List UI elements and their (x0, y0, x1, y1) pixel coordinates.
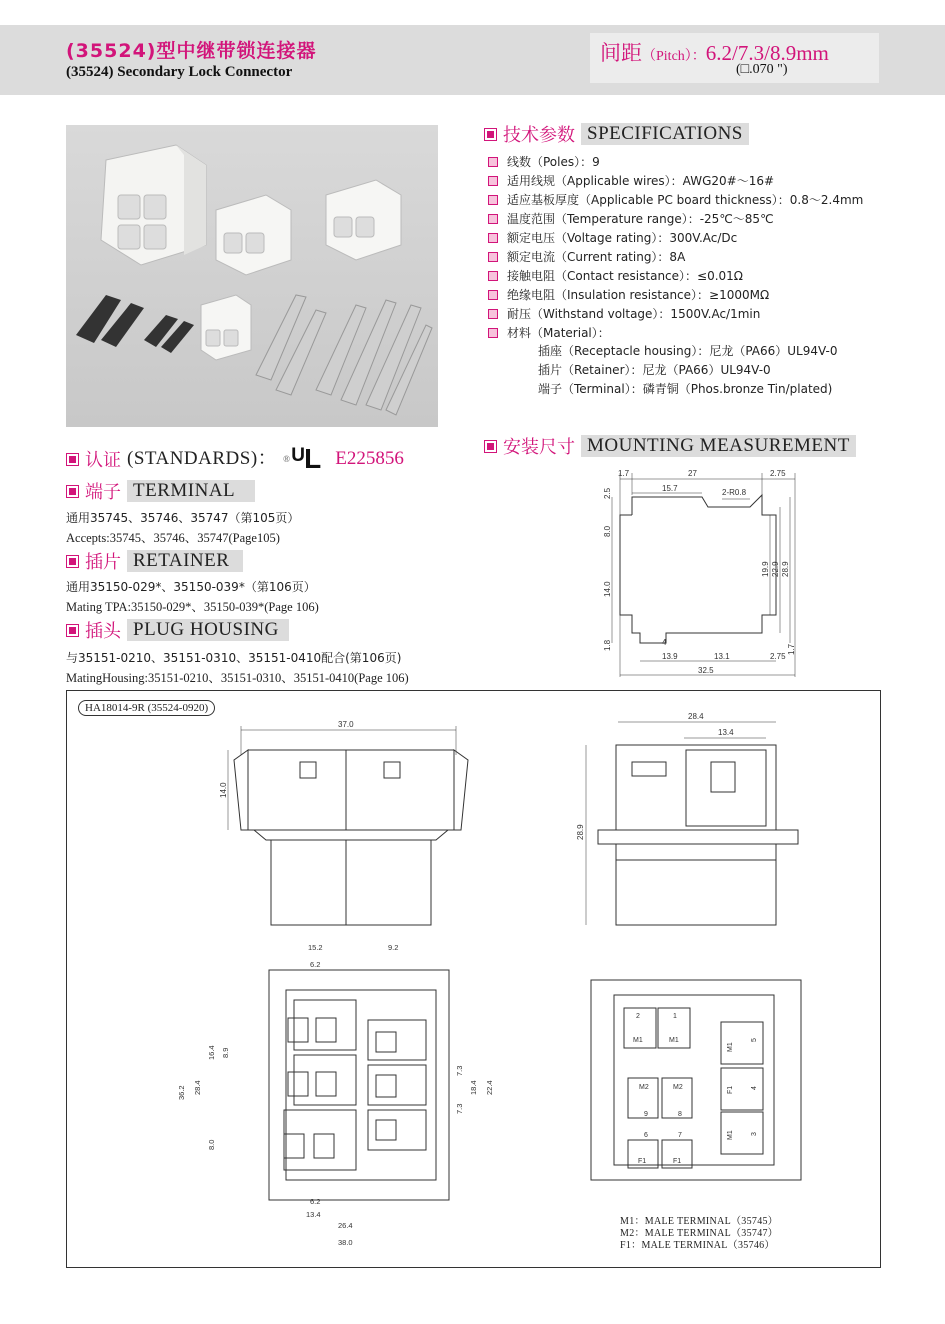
pitch-label-cn: 间距 (600, 41, 642, 65)
dim-15-7: 15.7 (662, 484, 678, 493)
pin-number-4: 4 (751, 1086, 758, 1090)
terminal-text (66, 508, 299, 548)
pin-number-1: 1 (673, 1013, 677, 1020)
technical-drawings (66, 690, 879, 1266)
bullet-icon (488, 271, 498, 281)
dim-1-8: 1.8 (603, 639, 612, 651)
terminal-header (66, 479, 255, 503)
pin-label-m2-a: M2 (639, 1084, 649, 1091)
dim-19-9: 19.9 (761, 561, 770, 577)
dim-22-9: 22.9 (771, 561, 780, 577)
spec-item: 温度范围（Temperature range）：-25℃～85℃ (488, 209, 928, 228)
plug-housing-title-cn: 插头 (85, 621, 121, 642)
pitch-value: 6.2/7.3/8.9mm (705, 41, 829, 65)
connector-illustration (66, 125, 438, 427)
spec-item: 适用线规（Applicable wires）：AWG20#～16# (488, 171, 928, 190)
pin-label-f1-right: F1 (727, 1085, 734, 1094)
bullet-icon (488, 252, 498, 262)
pin-number-7: 7 (678, 1132, 682, 1139)
bottom-dim-8-0: 8.0 (207, 1139, 216, 1150)
plug-housing-header (66, 618, 289, 642)
material-item: 插座（Receptacle housing）：尼龙（PA66）UL94V-0 (538, 344, 838, 358)
retainer-image (76, 295, 194, 353)
bottom-dim-26-4: 26.4 (338, 1221, 353, 1230)
specifications-title-en: SPECIFICATIONS (581, 123, 749, 145)
dim-2-5: 2.5 (603, 487, 612, 499)
retainer-line-cn: 通用35150-029*、35150-039*（第106页） (66, 580, 316, 594)
legend-item: M2：MALE TERMINAL（35747） (620, 1228, 779, 1239)
pin-number-8: 8 (678, 1111, 682, 1118)
dim-4: 4 (662, 638, 667, 647)
plug-housing-line-en: MatingHousing:35151-0210、35151-0310、35151-0410(Page 106) (66, 671, 409, 685)
standards-title-en: (STANDARDS)： (127, 448, 278, 469)
spec-item: 耐压（Withstand voltage）：1500V.Ac/1min (488, 304, 928, 323)
pin-label-f1-a: F1 (638, 1158, 647, 1165)
side-dim-28-9: 28.9 (576, 824, 585, 840)
bullet-square-icon (66, 485, 79, 498)
dim-8-0: 8.0 (603, 525, 612, 537)
spec-item: 绝缘电阻（Insulation resistance）：≥1000MΩ (488, 285, 928, 304)
spec-item: 额定电压（Voltage rating）：300V.Ac/Dc (488, 228, 928, 247)
dim-2-75-bottom: 2.75 (770, 652, 786, 661)
specifications-title-cn: 技术参数 (503, 125, 575, 146)
pitch-sub: (□.070 ") (736, 62, 788, 77)
legend-item: F1：MALE TERMINAL（35746） (620, 1240, 775, 1251)
front-view (228, 726, 468, 925)
pin-number-9: 9 (644, 1111, 648, 1118)
bottom-dim-15-2: 15.2 (308, 943, 323, 952)
bottom-dim-8-9: 8.9 (221, 1047, 230, 1058)
retainer-title-cn: 插片 (85, 552, 121, 573)
mounting-title-en: MOUNTING MEASUREMENT (581, 435, 856, 457)
bottom-view-left (269, 970, 449, 1200)
plug-housing-line-cn: 与35151-0210、35151-0310、35151-0410配合(第106页) (66, 651, 402, 665)
spec-item: 材料（Material）： (488, 323, 928, 342)
dim-27: 27 (688, 469, 697, 478)
pin-label-m1-a: M1 (633, 1037, 643, 1044)
ul-logo: ᵁL (292, 443, 322, 474)
pcb-cutout-outline (620, 495, 776, 643)
bottom-dim-13-4: 13.4 (306, 1210, 321, 1219)
retainer-text (66, 577, 319, 617)
material-item: 端子（Terminal）：磷青铜（Phos.bronze Tin/plated) (538, 382, 833, 396)
pin-label-f1-b: F1 (673, 1158, 682, 1165)
dim-13-9: 13.9 (662, 652, 678, 661)
pin-assignment-view (591, 980, 801, 1180)
retainer-header (66, 549, 243, 573)
side-view (586, 722, 798, 925)
pitch-label-en: （Pitch）： (642, 49, 706, 64)
pitch-line (600, 37, 829, 67)
legend-item: M1：MALE TERMINAL（35745） (620, 1216, 779, 1227)
model-tag: HA18014-9R (35524-0920) (78, 700, 215, 716)
receptacle-housing-image (101, 145, 206, 265)
mounting-drawing (590, 465, 820, 687)
dim-14-0: 14.0 (603, 581, 612, 597)
material-list (488, 342, 928, 399)
ul-file-number: E225856 (335, 448, 404, 469)
bottom-dim-7-3-b: 7.3 (455, 1103, 464, 1114)
bullet-icon (488, 157, 498, 167)
terminal-image (256, 295, 432, 415)
spec-list (488, 152, 928, 399)
bullet-square-icon (484, 440, 497, 453)
spec-item: 适应基板厚度（Applicable PC board thickness）：0.8～2.4mm (488, 190, 928, 209)
pin-number-2: 2 (636, 1013, 640, 1020)
bullet-square-icon (66, 555, 79, 568)
dim-13-1: 13.1 (714, 652, 730, 661)
pin-number-5: 5 (751, 1038, 758, 1042)
bottom-dim-9-2: 9.2 (388, 943, 399, 952)
bottom-dim-36-2: 36.2 (177, 1085, 186, 1100)
dim-1-7-top: 1.7 (618, 469, 630, 478)
dim-2-75-top: 2.75 (770, 469, 786, 478)
dim-1-7-bottom: 1.7 (787, 643, 796, 655)
bullet-icon (488, 328, 498, 338)
side-dim-13-4: 13.4 (718, 728, 734, 737)
bottom-dim-18-4: 18.4 (469, 1080, 478, 1095)
product-photo (66, 125, 438, 427)
specifications-header (484, 122, 749, 146)
dim-28-9: 28.9 (781, 561, 790, 577)
pin-label-m2-b: M2 (673, 1084, 683, 1091)
terminal-title-cn: 端子 (85, 482, 121, 503)
pin-number-3: 3 (751, 1132, 758, 1136)
bullet-square-icon (66, 624, 79, 637)
bottom-dim-38-0: 38.0 (338, 1238, 353, 1247)
page-title-cn: (35524)型中继带锁连接器 (66, 40, 317, 62)
bottom-dim-16-4: 16.4 (207, 1045, 216, 1060)
bullet-icon (488, 214, 498, 224)
terminal-title-en: TERMINAL (127, 480, 255, 502)
plug-housing-text (66, 648, 409, 688)
bullet-square-icon (484, 128, 497, 141)
bullet-icon (488, 309, 498, 319)
pin-label-m1-right-top: M1 (727, 1042, 734, 1052)
bullet-square-icon (66, 453, 79, 466)
page-title-en: (35524) Secondary Lock Connector (66, 64, 293, 80)
retainer-title-en: RETAINER (127, 550, 243, 572)
bottom-dim-6-2-top: 6.2 (310, 960, 321, 969)
pin-label-m1-b: M1 (669, 1037, 679, 1044)
bottom-dim-28-4: 28.4 (193, 1080, 202, 1095)
bullet-icon (488, 290, 498, 300)
pin-label-m1-right-bottom: M1 (727, 1130, 734, 1140)
spec-item: 额定电流（Current rating）：8A (488, 247, 928, 266)
bottom-dim-6-2-bottom: 6.2 (310, 1197, 321, 1206)
spec-item: 线数（Poles）：9 (488, 152, 928, 171)
mounting-header (484, 434, 856, 458)
bullet-icon (488, 233, 498, 243)
bottom-dim-22-4: 22.4 (485, 1080, 494, 1095)
front-dim-14: 14.0 (219, 782, 228, 798)
bullet-icon (488, 176, 498, 186)
material-item: 插片（Retainer）：尼龙（PA66）UL94V-0 (538, 363, 771, 377)
front-dim-37: 37.0 (338, 720, 354, 729)
side-dim-28-4: 28.4 (688, 712, 704, 721)
terminal-line-en: Accepts:35745、35746、35747(Page105) (66, 531, 280, 545)
retainer-line-en: Mating TPA:35150-029*、35150-039*(Page 106) (66, 600, 319, 614)
dim-r0-8: 2-R0.8 (722, 488, 747, 497)
standards-title-cn: 认证 (85, 450, 121, 471)
registered-icon: ® (283, 454, 290, 464)
pin-legend (620, 1216, 778, 1252)
terminal-line-cn: 通用35745、35746、35747（第105页） (66, 511, 300, 525)
standards-header (66, 443, 404, 474)
mounting-title-cn: 安装尺寸 (503, 437, 575, 458)
pin-number-6: 6 (644, 1132, 648, 1139)
plug-housing-title-en: PLUG HOUSING (127, 619, 289, 641)
bullet-icon (488, 195, 498, 205)
bottom-dim-7-3-a: 7.3 (455, 1065, 464, 1076)
spec-item: 接触电阻（Contact resistance）：≤0.01Ω (488, 266, 928, 285)
dim-32-5: 32.5 (698, 666, 714, 675)
